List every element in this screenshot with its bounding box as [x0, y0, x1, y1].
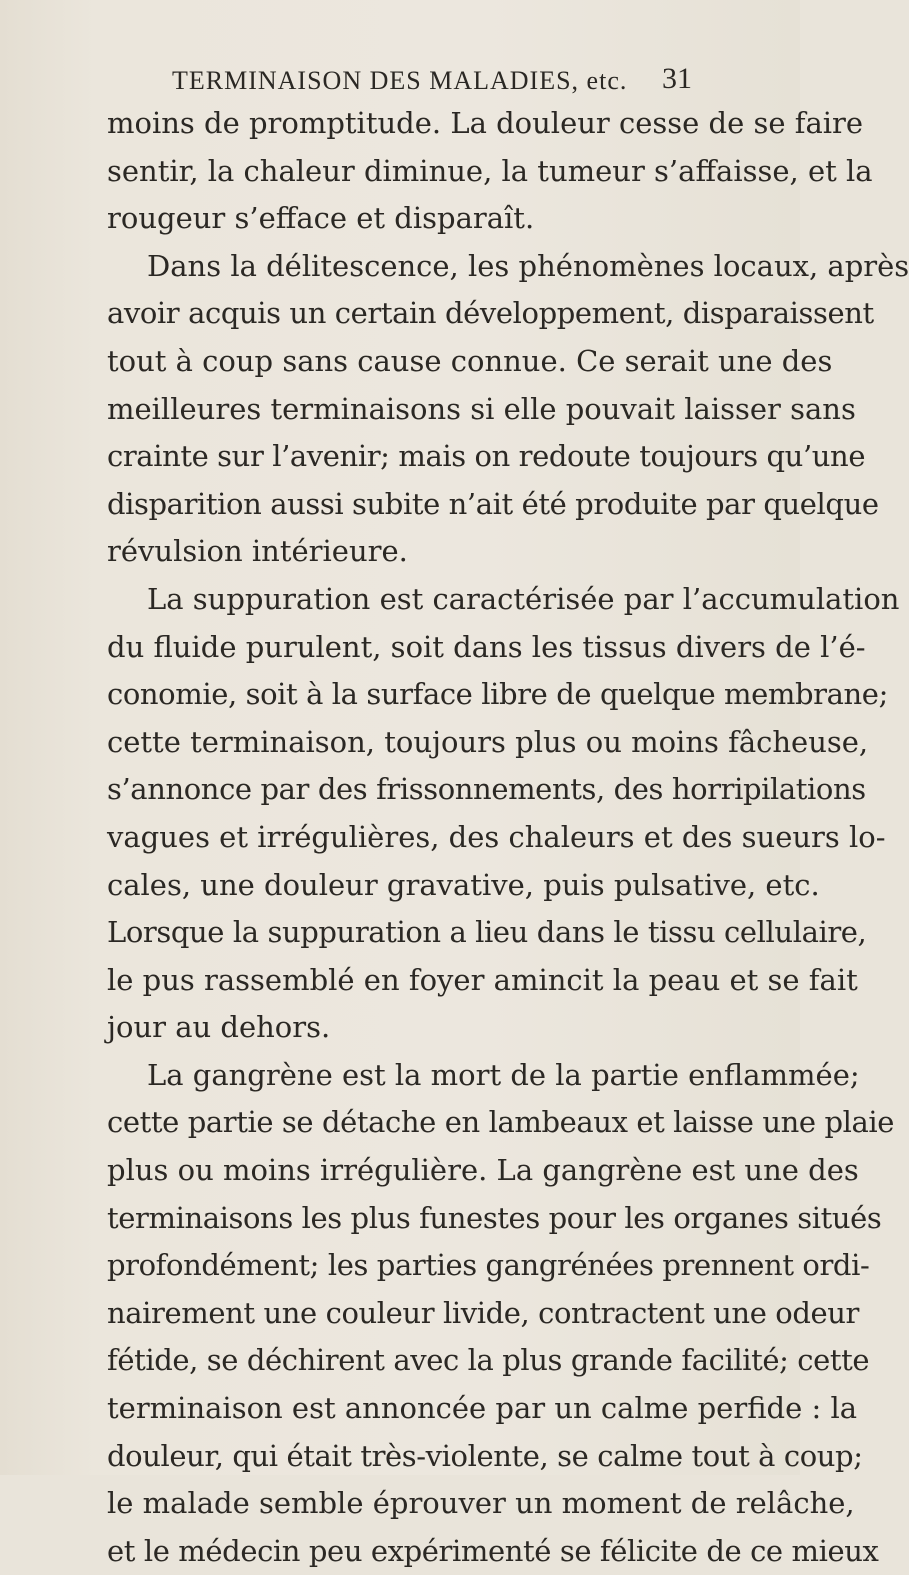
text-line: plus ou moins irrégulière. La gangrène est une des: [107, 1153, 859, 1188]
text-line: cales, une douleur gravative, puis pulsative, etc.: [107, 867, 820, 902]
text-line: du fluide purulent, soit dans les tissus divers de l’é-: [107, 629, 866, 664]
text-line: et le médecin peu expérimenté se félicite de ce mieux: [107, 1533, 879, 1568]
text-line: s’annonce par des frissonnements, des horripilations: [107, 772, 866, 807]
text-line: nairement une couleur livide, contractent une odeur: [107, 1295, 860, 1330]
text-line: rougeur s’efface et disparaît.: [107, 201, 535, 236]
body-text: [107, 100, 909, 1575]
text-line: crainte sur l’avenir; mais on redoute toujours qu’une: [107, 439, 866, 474]
text-line: sentir, la chaleur diminue, la tumeur s’affaisse, et la: [107, 153, 873, 188]
text-line: douleur, qui était très-violente, se calme tout à coup;: [107, 1438, 863, 1473]
text-line: tout à coup sans cause connue. Ce serait une des: [107, 343, 833, 378]
text-line: terminaisons les plus funestes pour les organes situés: [107, 1200, 882, 1235]
page-number: 31: [662, 62, 692, 95]
text-line: conomie, soit à la surface libre de quelque membrane;: [107, 677, 888, 712]
text-line: jour au dehors.: [107, 1010, 331, 1045]
paragraph-start-line: La gangrène est la mort de la partie enflammée;: [147, 1057, 860, 1092]
text-line: Lorsque la suppuration a lieu dans le tissu cellulaire,: [107, 915, 867, 950]
paragraph-start-line: Dans la délitescence, les phénomènes locaux, après: [147, 248, 909, 283]
text-line: révulsion intérieure.: [107, 534, 408, 569]
text-line: terminaison est annoncée par un calme perfide : la: [107, 1391, 858, 1426]
text-line: le malade semble éprouver un moment de relâche,: [107, 1486, 855, 1521]
text-line: disparition aussi subite n’ait été produite par quelque: [107, 486, 879, 521]
text-line: fétide, se déchirent avec la plus grande facilité; cette: [107, 1343, 870, 1378]
paragraph-start-line: La suppuration est caractérisée par l’accumulation: [147, 581, 900, 616]
running-head: [172, 62, 692, 102]
text-line: avoir acquis un certain développement, disparaissent: [107, 296, 874, 331]
text-line: moins de promptitude. La douleur cesse de se faire: [107, 106, 864, 140]
running-title: TERMINAISON DES MALADIES, etc.: [172, 66, 628, 95]
text-line: profondément; les parties gangrénées prennent ordi-: [107, 1248, 870, 1283]
text-line: cette terminaison, toujours plus ou moins fâcheuse,: [107, 724, 869, 759]
text-line: cette partie se détache en lambeaux et laisse une plaie: [107, 1105, 895, 1140]
text-line: meilleures terminaisons si elle pouvait laisser sans: [107, 391, 856, 426]
text-line: vagues et irrégulières, des chaleurs et des sueurs lo-: [107, 819, 886, 854]
text-line: le pus rassemblé en foyer amincit la peau et se fait: [107, 962, 858, 997]
